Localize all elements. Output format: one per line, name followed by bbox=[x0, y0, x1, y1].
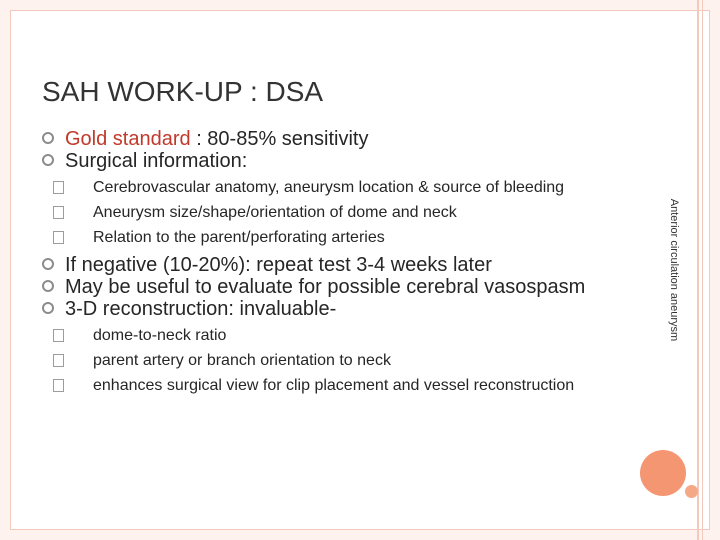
bullet-text: May be useful to evaluate for possible cerebral vasospasm bbox=[65, 276, 586, 298]
sub-bullet-text: enhances surgical view for clip placement and vessel reconstruction bbox=[93, 377, 575, 394]
bullet-item bbox=[42, 254, 612, 276]
bullet-text: Surgical information: bbox=[65, 150, 248, 172]
sub-bullet-text: parent artery or branch orientation to neck bbox=[93, 352, 391, 369]
bullet-item bbox=[42, 276, 612, 298]
circle-bullet-icon bbox=[42, 258, 54, 270]
slide-title: SAH WORK-UP : DSA bbox=[42, 76, 324, 107]
sub-bullet-list bbox=[42, 178, 612, 248]
bullet-item bbox=[42, 298, 612, 320]
sub-bullet-text: dome-to-neck ratio bbox=[93, 327, 227, 344]
sub-bullet-list bbox=[42, 326, 612, 396]
square-bullet-icon bbox=[53, 181, 64, 194]
side-label bbox=[666, 190, 682, 350]
sub-bullet-item bbox=[53, 351, 612, 371]
sub-bullet-text: Cerebrovascular anatomy, aneurysm location & source of bleeding bbox=[93, 179, 565, 196]
decorative-circle-small bbox=[685, 485, 698, 498]
circle-bullet-icon bbox=[42, 132, 54, 144]
square-bullet-icon bbox=[53, 231, 64, 244]
circle-bullet-icon bbox=[42, 154, 54, 166]
square-bullet-icon bbox=[53, 206, 64, 219]
circle-bullet-icon bbox=[42, 302, 54, 314]
sub-bullet-item bbox=[53, 228, 612, 248]
sub-bullet-item bbox=[53, 326, 612, 346]
sub-bullet-text: Aneurysm size/shape/orientation of dome and neck bbox=[93, 204, 457, 221]
bullet-text: 3-D reconstruction: invaluable- bbox=[65, 298, 337, 320]
bullet-item bbox=[42, 150, 612, 172]
side-label-text: Anterior circulation aneurysm bbox=[668, 198, 680, 342]
square-bullet-icon bbox=[53, 329, 64, 342]
square-bullet-icon bbox=[53, 379, 64, 392]
bullet-list bbox=[42, 128, 612, 402]
bullet-item bbox=[42, 128, 612, 150]
circle-bullet-icon bbox=[42, 280, 54, 292]
sub-bullet-item bbox=[53, 178, 612, 198]
sub-bullet-item bbox=[53, 203, 612, 223]
bullet-text: If negative (10-20%): repeat test 3-4 weeks later bbox=[65, 254, 492, 276]
square-bullet-icon bbox=[53, 354, 64, 367]
decorative-line bbox=[697, 0, 699, 540]
bullet-text: : 80-85% sensitivity bbox=[190, 128, 369, 150]
bullet-lead: Gold standard bbox=[65, 128, 191, 150]
sub-bullet-item bbox=[53, 376, 612, 396]
decorative-line bbox=[702, 0, 703, 540]
decorative-circle bbox=[640, 450, 686, 496]
sub-bullet-text: Relation to the parent/perforating arteries bbox=[93, 229, 385, 246]
